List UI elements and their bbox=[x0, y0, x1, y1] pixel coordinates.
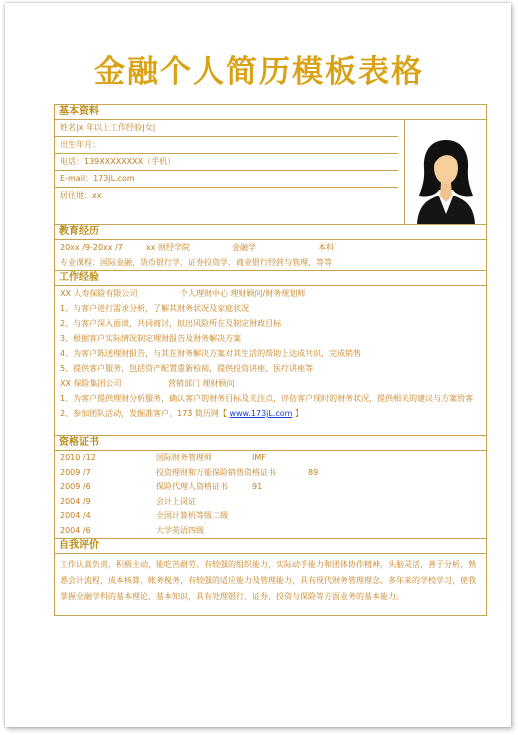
phone-line: 电话：139XXXXXXXX（手机） bbox=[55, 154, 398, 171]
basic-info-section bbox=[55, 120, 486, 224]
work-section bbox=[55, 286, 486, 435]
job2-duty-suffix: 】 bbox=[295, 409, 304, 418]
cert-date: 2004 /9 bbox=[60, 496, 91, 506]
address-line: 居住地：xx bbox=[60, 191, 102, 200]
education-courses: 专业课程：国际金融，货币银行学，证券投资学，商业银行经营与管理，等等 bbox=[60, 258, 332, 267]
certificate-row bbox=[55, 509, 486, 524]
cert-name: 国际财务管理师 bbox=[156, 453, 212, 462]
job1-role: 个人理财中心 理财顾问/财务规划师 bbox=[180, 289, 306, 298]
education-school: xx 财经学院 bbox=[146, 243, 191, 252]
certificate-row bbox=[55, 480, 486, 495]
self-eval-heading: 自我评价 bbox=[55, 538, 486, 554]
cert-date: 2009 /6 bbox=[60, 482, 91, 491]
job1-company: XX 人寿保险有限公司 bbox=[60, 289, 138, 298]
name-line: 姓名|x 年以上工作经验|女| bbox=[55, 120, 398, 137]
cert-name: 大学英语四级 bbox=[156, 525, 204, 535]
cert-date: 2004 /6 bbox=[60, 525, 91, 535]
cert-extra: 91 bbox=[252, 482, 263, 491]
basic-info-heading: 基本资料 bbox=[55, 104, 486, 120]
job1-duty: 3、根据客户实际情况制定理财报告及财务解决方案 bbox=[60, 334, 242, 343]
cert-extra: IMF bbox=[252, 453, 266, 462]
job2-duty-text: 2、参加团队活动，发掘准客户。173 简历网【 bbox=[60, 409, 227, 418]
certificates-heading: 资格证书 bbox=[55, 435, 486, 451]
cert-extra: 89 bbox=[308, 467, 319, 477]
job1-header bbox=[55, 286, 486, 301]
self-eval-text: 工作认真负责，积极主动，能吃苦耐劳。有较强的组织能力，实际动手能力和团体协作精神，头脑灵活，善于分析，熟悉会计流程，成本核算，帐务税务，有较强的适应能力及管理能力，具有现代财务管理理念。多年来的学校学习，使我掌握全融学科的基本理论、基本知识，具有处理银行、证券、投资与保险等方面业务的基本能力。 bbox=[55, 554, 486, 616]
education-major: 金融学 bbox=[232, 243, 256, 252]
resume-table bbox=[54, 104, 487, 616]
email-line: E-mail：173jL.com bbox=[55, 171, 398, 188]
job2-role: 营销部门 理财顾问 bbox=[168, 379, 235, 388]
job2-duty: 1、为客户提供理财分析服务，确认客户的财务目标及关注点，评估客户现时的财务状况，提供相关的建议与方案给客 bbox=[60, 394, 474, 403]
cert-date: 2010 /12 bbox=[60, 453, 96, 462]
website-link[interactable]: www.173jL.com bbox=[229, 409, 293, 418]
photo-cell bbox=[404, 120, 487, 224]
education-row bbox=[55, 240, 486, 255]
certificate-row bbox=[55, 451, 486, 466]
female-avatar-icon bbox=[415, 138, 477, 224]
job1-duty: 4、为客户陈述理财报告，与其在财务解决方案对其生活的帮助上达成共识，完成销售 bbox=[60, 349, 362, 358]
certificate-row bbox=[55, 524, 486, 539]
work-heading: 工作经验 bbox=[55, 270, 486, 286]
certificate-row bbox=[55, 495, 486, 510]
cert-date: 2009 /7 bbox=[60, 467, 91, 477]
birth-line: 出生年月： bbox=[55, 137, 398, 154]
certificates-section bbox=[55, 451, 486, 538]
education-heading: 教育经历 bbox=[55, 224, 486, 240]
cert-name: 会计上岗证 bbox=[156, 496, 196, 506]
education-degree: 本科 bbox=[318, 243, 334, 252]
job2-header bbox=[55, 376, 486, 391]
cert-name: 全国计算机等级二级 bbox=[156, 511, 228, 520]
job2-company: XX 保险集团公司 bbox=[60, 379, 122, 388]
cert-date: 2004 /4 bbox=[60, 511, 91, 520]
cert-name: 投资理财和万能保险销售资格证书 bbox=[156, 467, 276, 477]
job2-duty bbox=[55, 406, 486, 421]
page-title: 金融个人简历模板表格 bbox=[94, 54, 424, 90]
job1-duty: 2、与客户深入面谈，共同商讨，拟出风险所在及制定财政目标 bbox=[60, 319, 282, 328]
education-period: 20xx /9-20xx /7 bbox=[60, 243, 123, 252]
certificate-row bbox=[55, 466, 486, 481]
job1-duty: 5、提供客户服务，包括资产配置重新检阅，提供投资讲座、医疗讲座等 bbox=[60, 364, 314, 373]
education-section bbox=[55, 240, 486, 270]
cert-name: 保险代理人资格证书 bbox=[156, 482, 228, 491]
job1-duty: 1、与客户进行需求分析，了解其财务状况及家庭状况 bbox=[60, 304, 250, 313]
